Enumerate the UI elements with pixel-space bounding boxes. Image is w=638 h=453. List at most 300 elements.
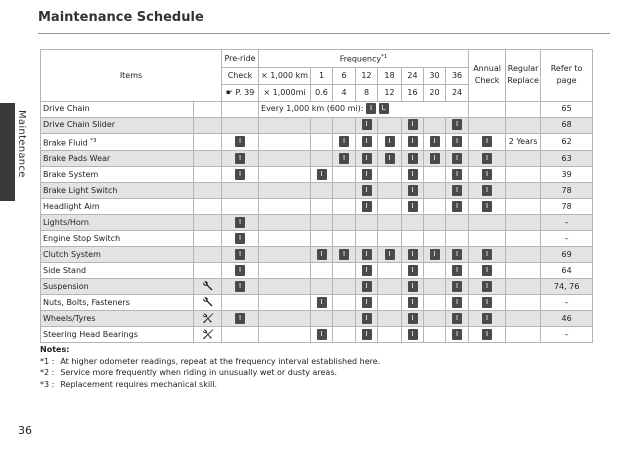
frequency-cell bbox=[402, 117, 424, 133]
frequency-cell bbox=[402, 327, 424, 343]
inspect-icon: I bbox=[339, 153, 349, 164]
frequency-cell bbox=[356, 311, 378, 327]
frequency-cell bbox=[402, 133, 424, 151]
tool-cell bbox=[194, 231, 222, 247]
frequency-cell bbox=[333, 183, 356, 199]
frequency-cell bbox=[356, 199, 378, 215]
regular-replace-cell bbox=[506, 247, 541, 263]
inspect-icon: I bbox=[482, 201, 492, 212]
table-row bbox=[41, 133, 593, 151]
inspect-icon: I bbox=[362, 249, 372, 260]
frequency-cell bbox=[333, 151, 356, 167]
frequency-cell bbox=[333, 167, 356, 183]
frequency-cell bbox=[378, 117, 402, 133]
preride-check-cell bbox=[222, 231, 259, 247]
wrench-icon bbox=[202, 298, 214, 307]
mi-interval-4: 16 bbox=[402, 84, 424, 101]
inspect-icon: I bbox=[482, 281, 492, 292]
frequency-cell bbox=[378, 327, 402, 343]
inspect-icon: I bbox=[482, 249, 492, 260]
unit-spacer-cell bbox=[259, 215, 311, 231]
tool-cell bbox=[194, 167, 222, 183]
item-name: Brake Light Switch bbox=[41, 183, 194, 199]
annual-check-cell bbox=[469, 279, 506, 295]
frequency-cell bbox=[378, 133, 402, 151]
frequency-cell bbox=[446, 199, 469, 215]
unit-spacer-cell bbox=[259, 279, 311, 295]
frequency-cell bbox=[446, 295, 469, 311]
annual-check-cell bbox=[469, 101, 506, 117]
frequency-cell bbox=[402, 199, 424, 215]
inspect-icon: I bbox=[362, 136, 372, 147]
frequency-cell bbox=[378, 247, 402, 263]
frequency-cell bbox=[311, 279, 333, 295]
annual-check-cell bbox=[469, 133, 506, 151]
frequency-cell bbox=[402, 279, 424, 295]
annual-check-cell bbox=[469, 311, 506, 327]
regular-replace-cell bbox=[506, 101, 541, 117]
book-icon: ☛ bbox=[225, 88, 233, 98]
inspect-icon: I bbox=[339, 249, 349, 260]
inspect-icon: I bbox=[452, 297, 462, 308]
inspect-icon: I bbox=[362, 169, 372, 180]
inspect-icon: I bbox=[235, 265, 245, 276]
wrench-screwdriver-icon bbox=[202, 330, 214, 339]
refer-page-cell: – bbox=[541, 215, 593, 231]
section-tab-label: Maintenance bbox=[16, 110, 27, 178]
frequency-cell bbox=[378, 151, 402, 167]
refer-page-cell: 78 bbox=[541, 199, 593, 215]
frequency-cell bbox=[356, 117, 378, 133]
frequency-cell bbox=[424, 151, 446, 167]
unit-spacer-cell bbox=[259, 117, 311, 133]
annual-check-cell bbox=[469, 151, 506, 167]
preride-check-cell bbox=[222, 167, 259, 183]
regular-replace-cell bbox=[506, 183, 541, 199]
km-interval-3: 18 bbox=[378, 67, 402, 84]
inspect-icon: I bbox=[362, 153, 372, 164]
annual-check-cell bbox=[469, 199, 506, 215]
frequency-cell bbox=[424, 247, 446, 263]
inspect-icon: I bbox=[317, 169, 327, 180]
frequency-cell bbox=[333, 279, 356, 295]
inspect-icon: I bbox=[408, 136, 418, 147]
refer-page-cell: – bbox=[541, 231, 593, 247]
km-interval-4: 24 bbox=[402, 67, 424, 84]
refer-page-cell: 74, 76 bbox=[541, 279, 593, 295]
frequency-cell bbox=[402, 311, 424, 327]
items-header: Items bbox=[41, 50, 222, 102]
inspect-icon: I bbox=[482, 313, 492, 324]
tool-cell bbox=[194, 263, 222, 279]
inspect-icon: I bbox=[362, 281, 372, 292]
annual-check-cell bbox=[469, 183, 506, 199]
preride-check-cell bbox=[222, 199, 259, 215]
item-name: Brake Pads Wear bbox=[41, 151, 194, 167]
tool-cell bbox=[194, 295, 222, 311]
frequency-cell bbox=[333, 263, 356, 279]
tool-cell bbox=[194, 183, 222, 199]
frequency-cell bbox=[333, 247, 356, 263]
inspect-icon: I bbox=[452, 136, 462, 147]
item-name: Brake System bbox=[41, 167, 194, 183]
frequency-header: Frequency$^{*1}$ bbox=[259, 50, 469, 68]
inspect-icon: I bbox=[317, 297, 327, 308]
frequency-cell bbox=[333, 327, 356, 343]
inspect-icon: I bbox=[339, 136, 349, 147]
tool-cell bbox=[194, 117, 222, 133]
frequency-cell bbox=[311, 199, 333, 215]
frequency-cell bbox=[311, 263, 333, 279]
inspect-icon: I bbox=[235, 233, 245, 244]
lubricate-icon: L bbox=[379, 103, 389, 114]
frequency-cell bbox=[424, 133, 446, 151]
frequency-cell bbox=[424, 167, 446, 183]
regular-replace-header: Regular Replace bbox=[506, 50, 541, 102]
frequency-cell bbox=[446, 327, 469, 343]
frequency-cell bbox=[424, 215, 446, 231]
item-name: Engine Stop Switch bbox=[41, 231, 194, 247]
unit-spacer-cell bbox=[259, 151, 311, 167]
frequency-cell bbox=[446, 151, 469, 167]
table-row bbox=[41, 183, 593, 199]
inspect-icon: I bbox=[452, 313, 462, 324]
drive-chain-interval: Every 1,000 km (600 mi): I L bbox=[259, 101, 469, 117]
frequency-cell bbox=[424, 183, 446, 199]
frequency-cell bbox=[311, 247, 333, 263]
frequency-cell bbox=[356, 295, 378, 311]
wrench-screwdriver-icon bbox=[202, 314, 214, 323]
inspect-icon: I bbox=[452, 153, 462, 164]
preride-check-cell bbox=[222, 215, 259, 231]
annual-check-cell bbox=[469, 327, 506, 343]
frequency-cell bbox=[378, 167, 402, 183]
inspect-icon: I bbox=[385, 249, 395, 260]
frequency-cell bbox=[333, 117, 356, 133]
item-name: Headlight Aim bbox=[41, 199, 194, 215]
regular-replace-cell: 2 Years bbox=[506, 133, 541, 151]
frequency-cell bbox=[446, 133, 469, 151]
table-row bbox=[41, 215, 593, 231]
km-interval-6: 36 bbox=[446, 67, 469, 84]
preride-check-cell bbox=[222, 101, 259, 117]
frequency-cell bbox=[378, 183, 402, 199]
frequency-cell bbox=[446, 263, 469, 279]
inspect-icon: I bbox=[430, 136, 440, 147]
table-row bbox=[41, 117, 593, 133]
annual-check-cell bbox=[469, 215, 506, 231]
item-name: Clutch System bbox=[41, 247, 194, 263]
inspect-icon: I bbox=[452, 185, 462, 196]
inspect-icon: I bbox=[362, 185, 372, 196]
annual-check-cell bbox=[469, 117, 506, 133]
unit-spacer-cell bbox=[259, 263, 311, 279]
frequency-cell bbox=[378, 279, 402, 295]
inspect-icon: I bbox=[408, 297, 418, 308]
refer-page-cell: 39 bbox=[541, 167, 593, 183]
frequency-cell bbox=[311, 327, 333, 343]
mi-interval-6: 24 bbox=[446, 84, 469, 101]
inspect-icon: I bbox=[362, 329, 372, 340]
regular-replace-cell bbox=[506, 263, 541, 279]
regular-replace-cell bbox=[506, 279, 541, 295]
tool-cell bbox=[194, 247, 222, 263]
frequency-cell bbox=[356, 247, 378, 263]
inspect-icon: I bbox=[408, 249, 418, 260]
mi-unit-label: × 1,000mi bbox=[259, 84, 311, 101]
table-row bbox=[41, 167, 593, 183]
preride-check-cell bbox=[222, 327, 259, 343]
frequency-cell bbox=[356, 167, 378, 183]
item-name: Drive Chain Slider bbox=[41, 117, 194, 133]
unit-spacer-cell bbox=[259, 183, 311, 199]
frequency-cell bbox=[378, 231, 402, 247]
note-item: *1 : At higher odometer readings, repeat at the frequency interval established here. bbox=[40, 356, 381, 366]
unit-spacer-cell bbox=[259, 247, 311, 263]
regular-replace-cell bbox=[506, 117, 541, 133]
refer-page-cell: – bbox=[541, 327, 593, 343]
mi-interval-3: 12 bbox=[378, 84, 402, 101]
frequency-cell bbox=[446, 183, 469, 199]
inspect-icon: I bbox=[482, 297, 492, 308]
regular-replace-cell bbox=[506, 167, 541, 183]
frequency-cell bbox=[446, 215, 469, 231]
inspect-icon: I bbox=[362, 265, 372, 276]
annual-check-cell bbox=[469, 295, 506, 311]
table-row bbox=[41, 231, 593, 247]
preride-check-cell bbox=[222, 133, 259, 151]
frequency-cell bbox=[446, 117, 469, 133]
wrench-icon bbox=[202, 282, 214, 291]
item-name: Steering Head Bearings bbox=[41, 327, 194, 343]
regular-replace-cell bbox=[506, 311, 541, 327]
frequency-cell bbox=[402, 231, 424, 247]
km-unit-label: × 1,000 km bbox=[259, 67, 311, 84]
frequency-cell bbox=[402, 295, 424, 311]
unit-spacer-cell bbox=[259, 327, 311, 343]
inspect-icon: I bbox=[482, 185, 492, 196]
table-row bbox=[41, 247, 593, 263]
frequency-cell bbox=[333, 311, 356, 327]
inspect-icon: I bbox=[482, 265, 492, 276]
tool-cell bbox=[194, 101, 222, 117]
preride-page-ref: ☛ P. 39 bbox=[222, 84, 259, 101]
item-name: Suspension bbox=[41, 279, 194, 295]
inspect-icon: I bbox=[385, 153, 395, 164]
tool-cell bbox=[194, 199, 222, 215]
inspect-icon: I bbox=[408, 265, 418, 276]
inspect-icon: I bbox=[408, 119, 418, 130]
frequency-cell bbox=[311, 231, 333, 247]
frequency-cell bbox=[402, 247, 424, 263]
inspect-icon: I bbox=[408, 153, 418, 164]
mi-interval-1: 4 bbox=[333, 84, 356, 101]
mi-interval-2: 8 bbox=[356, 84, 378, 101]
mi-interval-5: 20 bbox=[424, 84, 446, 101]
tool-cell bbox=[194, 151, 222, 167]
frequency-cell bbox=[356, 279, 378, 295]
frequency-cell bbox=[378, 215, 402, 231]
frequency-cell bbox=[311, 215, 333, 231]
frequency-cell bbox=[402, 263, 424, 279]
inspect-icon: I bbox=[362, 201, 372, 212]
unit-spacer-cell bbox=[259, 295, 311, 311]
item-name: Side Stand bbox=[41, 263, 194, 279]
inspect-icon: I bbox=[482, 153, 492, 164]
table-row bbox=[41, 279, 593, 295]
inspect-icon: I bbox=[408, 313, 418, 324]
frequency-cell bbox=[311, 183, 333, 199]
frequency-cell bbox=[333, 295, 356, 311]
inspect-icon: I bbox=[362, 297, 372, 308]
regular-replace-cell bbox=[506, 327, 541, 343]
refer-page-cell: 65 bbox=[541, 101, 593, 117]
inspect-icon: I bbox=[430, 153, 440, 164]
refer-page-cell: 46 bbox=[541, 311, 593, 327]
frequency-cell bbox=[356, 183, 378, 199]
frequency-cell bbox=[356, 327, 378, 343]
inspect-icon: I bbox=[482, 136, 492, 147]
notes-section bbox=[40, 344, 380, 390]
page-number: 36 bbox=[18, 424, 32, 437]
refer-page-cell: 68 bbox=[541, 117, 593, 133]
frequency-cell bbox=[424, 295, 446, 311]
frequency-cell bbox=[333, 133, 356, 151]
frequency-cell bbox=[378, 263, 402, 279]
title-divider bbox=[38, 33, 610, 34]
inspect-icon: I bbox=[235, 217, 245, 228]
refer-page-cell: 62 bbox=[541, 133, 593, 151]
frequency-cell bbox=[446, 167, 469, 183]
table-row bbox=[41, 311, 593, 327]
tool-cell bbox=[194, 215, 222, 231]
km-interval-1: 6 bbox=[333, 67, 356, 84]
preride-check-cell bbox=[222, 151, 259, 167]
item-name: Lights/Horn bbox=[41, 215, 194, 231]
unit-spacer-cell bbox=[259, 231, 311, 247]
frequency-cell bbox=[333, 215, 356, 231]
tool-cell bbox=[194, 279, 222, 295]
frequency-cell bbox=[424, 199, 446, 215]
note-item: *2 : Service more frequently when riding in unusually wet or dusty areas. bbox=[40, 368, 338, 377]
inspect-icon: I bbox=[408, 201, 418, 212]
table-row bbox=[41, 199, 593, 215]
annual-check-cell bbox=[469, 231, 506, 247]
mi-interval-0: 0.6 bbox=[311, 84, 333, 101]
frequency-cell bbox=[402, 183, 424, 199]
inspect-icon: I bbox=[452, 119, 462, 130]
maintenance-schedule-table bbox=[40, 49, 593, 343]
item-name: Wheels/Tyres bbox=[41, 311, 194, 327]
inspect-icon: I bbox=[408, 169, 418, 180]
inspect-icon: I bbox=[317, 329, 327, 340]
annual-check-cell bbox=[469, 247, 506, 263]
frequency-cell bbox=[424, 117, 446, 133]
km-interval-0: 1 bbox=[311, 67, 333, 84]
frequency-cell bbox=[356, 133, 378, 151]
tool-cell bbox=[194, 327, 222, 343]
frequency-cell bbox=[356, 231, 378, 247]
inspect-icon: I bbox=[408, 281, 418, 292]
inspect-icon: I bbox=[235, 169, 245, 180]
preride-check-cell bbox=[222, 295, 259, 311]
inspect-icon: I bbox=[362, 119, 372, 130]
annual-check-header: Annual Check bbox=[469, 50, 506, 102]
tool-cell bbox=[194, 133, 222, 151]
table-row bbox=[41, 295, 593, 311]
inspect-icon: I bbox=[385, 136, 395, 147]
preride-check-cell bbox=[222, 263, 259, 279]
regular-replace-cell bbox=[506, 215, 541, 231]
inspect-icon: I bbox=[366, 103, 376, 114]
preride-header-line2: Check bbox=[222, 67, 259, 84]
frequency-cell bbox=[424, 327, 446, 343]
frequency-cell bbox=[424, 279, 446, 295]
frequency-cell bbox=[311, 151, 333, 167]
preride-check-cell bbox=[222, 117, 259, 133]
frequency-cell bbox=[311, 167, 333, 183]
inspect-icon: I bbox=[317, 249, 327, 260]
frequency-cell bbox=[356, 263, 378, 279]
inspect-icon: I bbox=[362, 313, 372, 324]
inspect-icon: I bbox=[482, 329, 492, 340]
frequency-cell bbox=[311, 295, 333, 311]
frequency-cell bbox=[311, 133, 333, 151]
frequency-cell bbox=[446, 247, 469, 263]
regular-replace-cell bbox=[506, 199, 541, 215]
annual-check-cell bbox=[469, 167, 506, 183]
frequency-cell bbox=[424, 263, 446, 279]
frequency-cell bbox=[356, 151, 378, 167]
frequency-cell bbox=[378, 295, 402, 311]
km-interval-2: 12 bbox=[356, 67, 378, 84]
inspect-icon: I bbox=[452, 265, 462, 276]
refer-page-cell: 64 bbox=[541, 263, 593, 279]
frequency-cell bbox=[356, 215, 378, 231]
frequency-cell bbox=[402, 167, 424, 183]
table-row bbox=[41, 263, 593, 279]
frequency-cell bbox=[333, 231, 356, 247]
preride-check-cell bbox=[222, 279, 259, 295]
frequency-cell bbox=[446, 311, 469, 327]
frequency-cell bbox=[402, 151, 424, 167]
frequency-cell bbox=[446, 231, 469, 247]
frequency-cell bbox=[378, 311, 402, 327]
refer-page-cell: 69 bbox=[541, 247, 593, 263]
refer-page-cell: – bbox=[541, 295, 593, 311]
regular-replace-cell bbox=[506, 295, 541, 311]
preride-check-cell bbox=[222, 247, 259, 263]
note-item: *3 : Replacement requires mechanical skill. bbox=[40, 379, 218, 389]
unit-spacer-cell bbox=[259, 199, 311, 215]
tool-cell bbox=[194, 311, 222, 327]
frequency-cell bbox=[311, 117, 333, 133]
frequency-cell bbox=[446, 279, 469, 295]
unit-spacer-cell bbox=[259, 167, 311, 183]
item-name: Nuts, Bolts, Fasteners bbox=[41, 295, 194, 311]
inspect-icon: I bbox=[452, 329, 462, 340]
inspect-icon: I bbox=[235, 249, 245, 260]
unit-spacer-cell bbox=[259, 311, 311, 327]
inspect-icon: I bbox=[408, 329, 418, 340]
unit-spacer-cell bbox=[259, 133, 311, 151]
frequency-cell bbox=[333, 199, 356, 215]
notes-heading: Notes: bbox=[40, 345, 70, 354]
refer-to-page-header: Refer to page bbox=[541, 50, 593, 102]
inspect-icon: I bbox=[408, 185, 418, 196]
frequency-cell bbox=[402, 215, 424, 231]
table-row bbox=[41, 101, 593, 117]
